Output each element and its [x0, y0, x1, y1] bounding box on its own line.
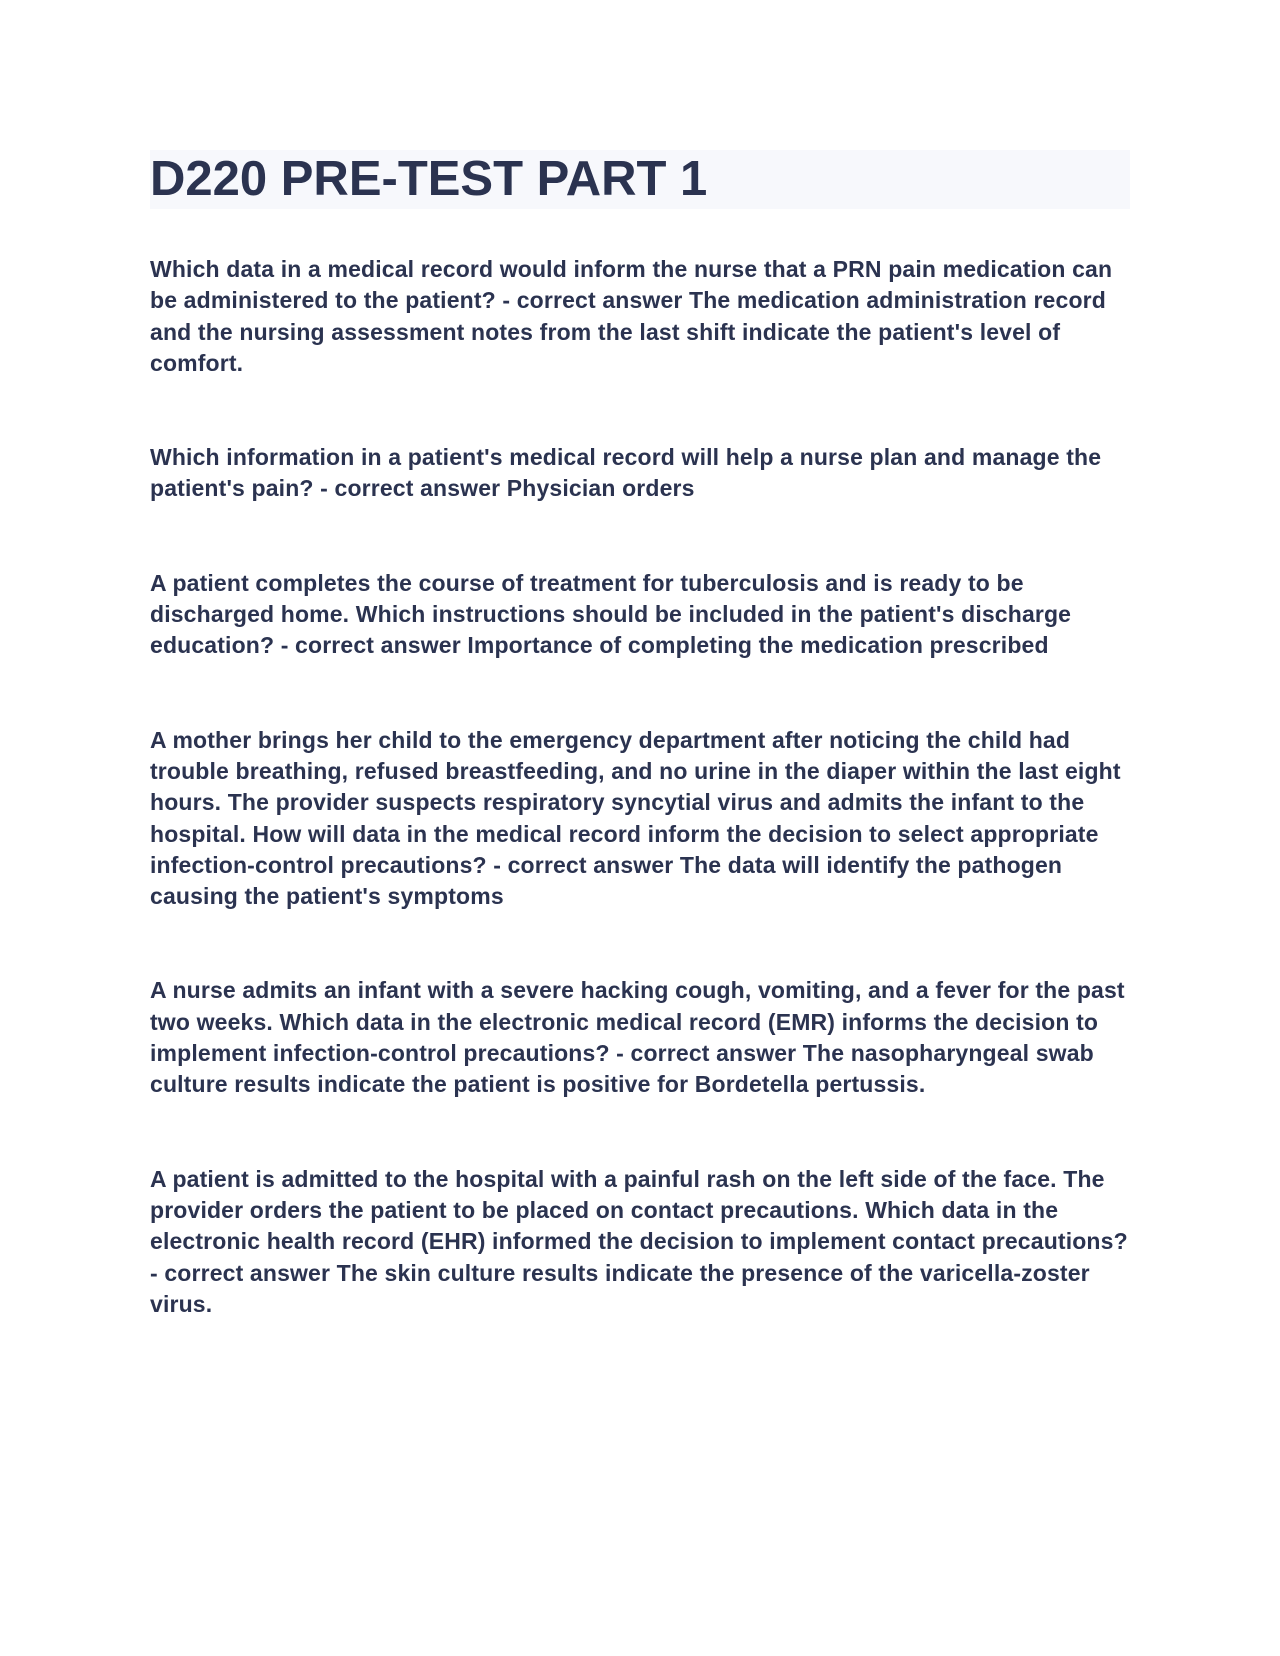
question-answer-3: A patient completes the course of treatment for tuberculosis and is ready to be discharged home. Which instructions should be included in the patient's discharge education? - correct answer Importance of completing the medication prescribed — [150, 569, 1072, 659]
page-title: D220 PRE-TEST PART 1 — [150, 152, 708, 206]
question-answer-5: A nurse admits an infant with a severe hacking cough, vomiting, and a fever for the past two weeks. Which data in the electronic medical record (EMR) informs the decision to implement infection-control precautions? - correct answer The nasopharyngeal swab culture results indicate the patient is positive for Bordetella pertussis. — [150, 977, 1125, 1098]
document-page — [150, 150, 1130, 1383]
question-answer-4: A mother brings her child to the emergency department after noticing the child had trouble breathing, refused breastfeeding, and no urine in the diaper within the last eight hours. The provider suspects respiratory syncytial virus and admits the infant to the hospital. How will data in the medical record inform the decision to select appropriate infection-control precautions? - correct answer The data will identify the pathogen causing the patient's symptoms — [150, 726, 1121, 910]
title-banner — [150, 150, 1130, 209]
question-answer-1: Which data in a medical record would inform the nurse that a PRN pain medication can be administered to the patient? - correct answer The medication administration record and the nursing assessment notes from the last shift indicate the patient's level of comfort. — [150, 256, 1113, 376]
question-answer-2: Which information in a patient's medical record will help a nurse plan and manage the patient's pain? - correct answer Physician orders — [150, 444, 1102, 502]
question-answer-6: A patient is admitted to the hospital with a painful rash on the left side of the face. The provider orders the patient to be placed on contact precautions. Which data in the electronic health record (EHR) informed the decision to implement contact precautions? - correct answer The skin culture results indicate the presence of the varicella-zoster virus. — [150, 1165, 1128, 1317]
